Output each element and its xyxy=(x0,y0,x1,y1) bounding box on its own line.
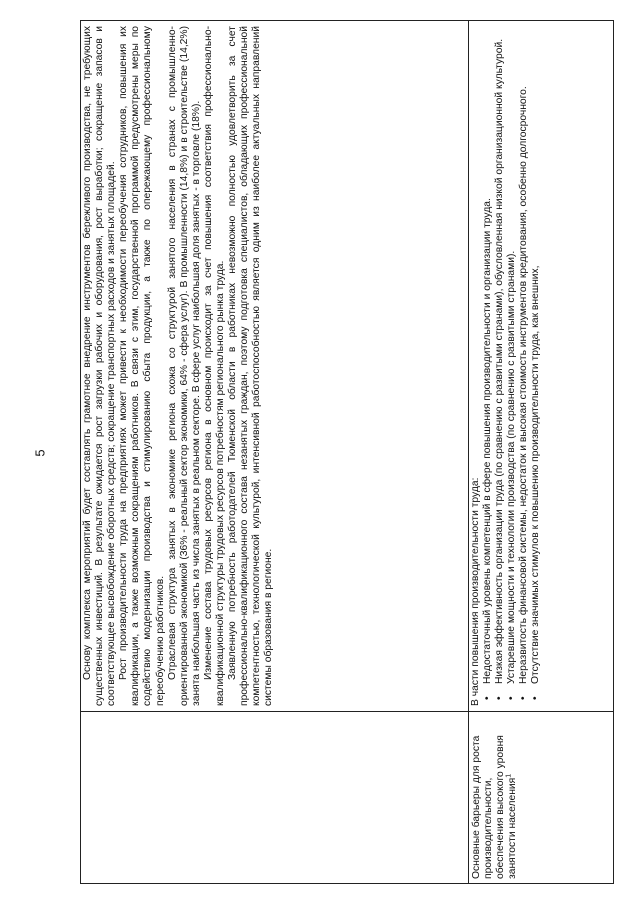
barriers-label: Основные барьеры для роста производительности, обеспечения высокого уровня занятости населения xyxy=(471,735,519,879)
content-table xyxy=(80,20,614,884)
section-intro: В части повышения производительности труда: xyxy=(470,477,481,706)
footnote-marker: 1 xyxy=(505,773,513,778)
bullet-icon: • xyxy=(530,696,542,700)
paragraph: Отраслевая структура занятых в экономике региона схожа со структурой занятого населения в странах с промышленно-ориентированной экономикой (36% - реальный сектор экономики, 64% - сфера услуг). В промышленности (14,8%) и в строительстве (14,2%) занята наибольшая часть из числа занятых в реальном секторе. В сфере услуг наибольшая доля занятых - в торговле (18%). xyxy=(166,26,202,706)
bullet-icon: • xyxy=(518,696,530,700)
paragraph: Заявленную потребность работодателей Тюменской области в работниках невозможно полностью удовлетворить за счет профессионально-квалификационного состава незанятых граждан, поэтому подготовка специалистов, обладающих профессиональной компетентностью, технологической культурой, интенсивной работоспособностью является одним из наиболее актуальных направлений системы образования в регионе. xyxy=(227,26,275,706)
list-item: • Недостаточный уровень компетенций в сфере повышения производительности и организации труда. xyxy=(482,198,494,700)
list-item: • Отсутствие значимых стимулов к повышению производительности труда, как внешних, xyxy=(530,265,542,700)
barriers-list xyxy=(482,26,542,706)
bullet-icon: • xyxy=(482,696,494,700)
row-label-cell xyxy=(469,711,613,883)
list-item: • Неразвитость финансовой системы, недостаток и высокая стоимость инструментов кредитования, особенно долгосрочного. xyxy=(518,86,530,700)
table-row xyxy=(469,21,613,883)
list-item: • Низкая эффективность организации труда (по сравнению с развитыми странами), обусловленная низкой организационной культурой. xyxy=(494,38,506,700)
table-row xyxy=(81,21,469,883)
row-content-cell xyxy=(469,21,613,711)
row-content-cell xyxy=(81,21,468,711)
paragraph: Основу комплекса мероприятий будет составлять грамотное внедрение инструментов бережливого производства, не требующих существенных инвестиций. В результате ожидается рост загрузки рабочих и оборудования, рост выработки; сокращение запасов и соответствующее высвобождение оборотных средств; сокращение транспортных расходов и занятых площадей. xyxy=(82,26,118,706)
rotated-table-area xyxy=(80,20,614,884)
list-item: • Устаревшие мощности и технологии производства (по сравнению с развитыми странами). xyxy=(506,250,518,700)
page-number: 5 xyxy=(32,449,48,457)
paragraph: Рост производительности труда на предприятиях может привести к необходимости переобучения сотрудников, повышения их квалификации, а также возможным сокращениям работников. В связи с этим, государственной программой предусмотрены меры по содействию модернизации производства и стимулированию сбыта продукции, а также по опережающему профессиональному переобучению работников. xyxy=(118,26,166,706)
paragraph: Изменение состава трудовых ресурсов региона в основном происходит за счет повышения соответствия профессионально-квалификационной структуры трудовых ресурсов потребностям регионального рынка труда. xyxy=(202,26,227,706)
row-label-cell xyxy=(81,711,468,883)
bullet-icon: • xyxy=(494,696,506,700)
bullet-icon: • xyxy=(506,696,518,700)
